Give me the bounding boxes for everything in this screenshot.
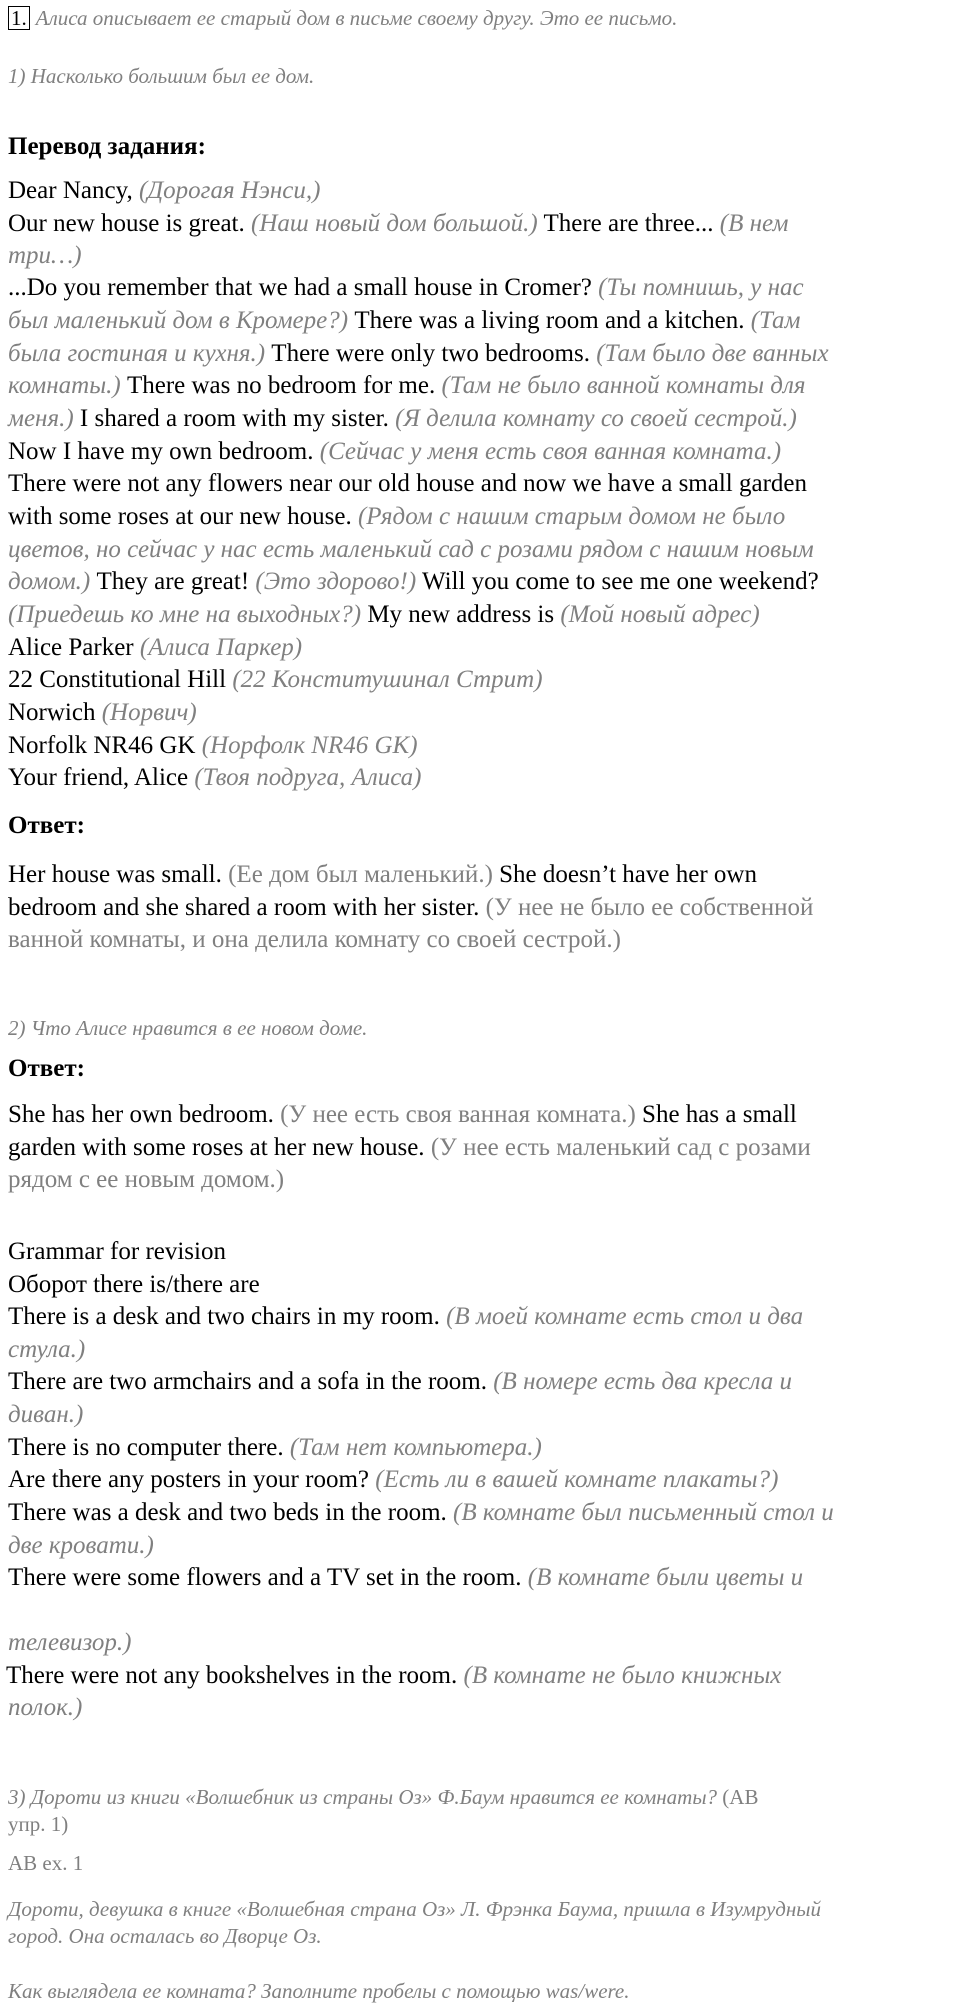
- grammar-line: There were not any bookshelves in the room. (В комнате не было книжных: [6, 1662, 782, 1689]
- task1-intro: 1. Алиса описывает ее старый дом в письме своему другу. Это ее письмо.: [8, 6, 677, 30]
- grammar-line: телевизор.): [8, 1629, 132, 1656]
- answer1-line: Her house was small. (Ее дом был маленький.) She doesn’t have her own: [8, 861, 757, 888]
- letter-line: Our new house is great. (Наш новый дом большой.) There are three... (В нем: [8, 210, 789, 237]
- grammar-line: There was a desk and two beds in the room. (В комнате был письменный стол и: [8, 1499, 834, 1526]
- letter-line: Now I have my own bedroom. (Сейчас у меня есть своя ванная комната.): [8, 438, 782, 465]
- letter-line: меня.) I shared a room with my sister. (Я делила комнату со своей сестрой.): [8, 405, 797, 432]
- answer1-line: ванной комнаты, и она делила комнату со своей сестрой.): [8, 926, 621, 953]
- letter-line: (Приедешь ко мне на выходных?) My new address is (Мой новый адрес): [8, 601, 760, 628]
- letter-line: была гостиная и кухня.) There were only two bedrooms. (Там было две ванных: [8, 340, 829, 367]
- answer-label: Ответ:: [8, 1055, 85, 1082]
- letter-line: Alice Parker (Алиса Паркер): [8, 634, 303, 661]
- task-number-box: 1.: [8, 6, 30, 30]
- translation-heading: Перевод задания:: [8, 133, 206, 160]
- answer2-line: She has her own bedroom. (У нее есть своя ванная комната.) She has a small: [8, 1101, 797, 1128]
- answer2-line: рядом с ее новым домом.): [8, 1166, 285, 1193]
- answer2-line: garden with some roses at her new house. (У нее есть маленький сад с розами: [8, 1134, 811, 1161]
- letter-line: Norwich (Норвич): [8, 699, 197, 726]
- letter-line: домом.) They are great! (Это здорово!) Will you come to see me one weekend?: [8, 568, 819, 595]
- letter-line: Your friend, Alice (Твоя подруга, Алиса): [8, 764, 422, 791]
- grammar-line: полок.): [8, 1694, 83, 1721]
- letter-line: три…): [8, 242, 82, 269]
- task3-text: город. Она осталась во Дворце Оз.: [8, 1924, 322, 1948]
- letter-line: Dear Nancy, (Дорогая Нэнси,): [8, 177, 321, 204]
- letter-line: Norfolk NR46 GK (Норфолк NR46 GK): [8, 732, 418, 759]
- letter-line: with some roses at our new house. (Рядом с нашим старым домом не было: [8, 503, 786, 530]
- question-1: 1) Насколько большим был ее дом.: [8, 64, 315, 88]
- letter-line: был маленький дом в Кромере?) There was a living room and a kitchen. (Там: [8, 307, 801, 334]
- ab-reference: AB ex. 1: [8, 1851, 84, 1875]
- letter-line: ...Do you remember that we had a small house in Cromer? (Ты помнишь, у нас: [8, 274, 804, 301]
- letter-line: 22 Constitutional Hill (22 Конститушинал Стрит): [8, 666, 543, 693]
- task3-text: Дороти, девушка в книге «Волшебная страна Оз» Л. Фрэнка Баума, пришла в Изумрудный: [8, 1897, 821, 1921]
- grammar-line: две кровати.): [8, 1532, 154, 1559]
- grammar-line: There were some flowers and a TV set in the room. (В комнате были цветы и: [8, 1564, 804, 1591]
- grammar-subtitle: Оборот there is/there are: [8, 1271, 260, 1298]
- grammar-line: There is no computer there. (Там нет компьютера.): [8, 1434, 542, 1461]
- question-2: 2) Что Алисе нравится в ее новом доме.: [8, 1016, 368, 1040]
- letter-line: комнаты.) There was no bedroom for me. (Там не было ванной комнаты для: [8, 372, 806, 399]
- question-3: 3) Дороти из книги «Волшебник из страны Оз» Ф.Баум нравится ее комнаты? (AB: [8, 1785, 759, 1809]
- grammar-line: There is a desk and two chairs in my room. (В моей комнате есть стол и два: [8, 1303, 804, 1330]
- grammar-title: Grammar for revision: [8, 1238, 226, 1265]
- answer-label: Ответ:: [8, 812, 85, 839]
- letter-line: There were not any flowers near our old house and now we have a small garden: [8, 470, 808, 497]
- question-3-line2: упр. 1): [8, 1812, 69, 1836]
- answer1-line: bedroom and she shared a room with her sister. (У нее не было ее собственной: [8, 894, 814, 921]
- grammar-line: стула.): [8, 1336, 86, 1363]
- task3-question: Как выглядела ее комната? Заполните пробелы с помощью was/were.: [8, 1979, 630, 2003]
- letter-line: цветов, но сейчас у нас есть маленький сад с розами рядом с нашим новым: [8, 536, 814, 563]
- grammar-line: Are there any posters in your room? (Есть ли в вашей комнате плакаты?): [8, 1466, 779, 1493]
- grammar-line: диван.): [8, 1401, 84, 1428]
- grammar-line: There are two armchairs and a sofa in the room. (В номере есть два кресла и: [8, 1368, 793, 1395]
